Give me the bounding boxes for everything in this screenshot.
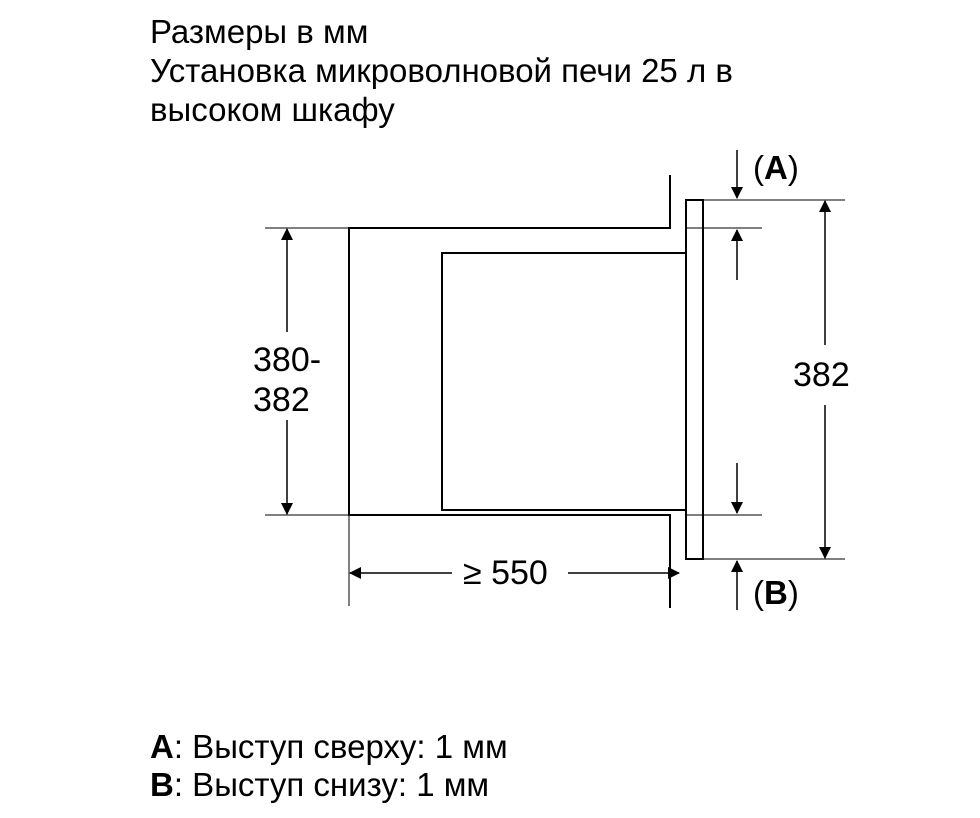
height-label-left [253,340,321,420]
marker-a-label [753,149,799,187]
depth-label: ≥ 550 [463,554,548,592]
legend-b-key: B [150,766,174,803]
microwave-front-panel [686,200,703,559]
marker-a-letter: A [764,149,788,186]
title-line-1: Размеры в мм [150,13,369,50]
legend-b-text: : Выступ снизу: 1 мм [173,766,490,803]
legend-a-key: A [150,728,174,765]
marker-a-paren-open: ( [753,149,764,186]
marker-b-letter: B [764,574,788,611]
marker-a-paren-close: ) [787,149,799,186]
legend-a-text: : Выступ сверху: 1 мм [173,728,508,765]
height-label-right: 382 [793,356,850,394]
marker-b-paren-open: ( [753,574,764,611]
height-label-left-line-2: 382 [253,381,310,419]
height-label-left-line-1: 380- [253,341,322,379]
cabinet-niche-outline [349,175,670,608]
title-line-2: Установка микроволновой печи 25 л в [150,52,733,89]
legend-item-b [150,766,508,804]
title-line-3: высоком шкафу [150,91,395,128]
legend-item-a [150,728,508,766]
microwave-body [442,253,686,510]
legend [150,728,508,804]
marker-b-label [753,574,799,612]
marker-b-paren-close: ) [787,574,799,611]
